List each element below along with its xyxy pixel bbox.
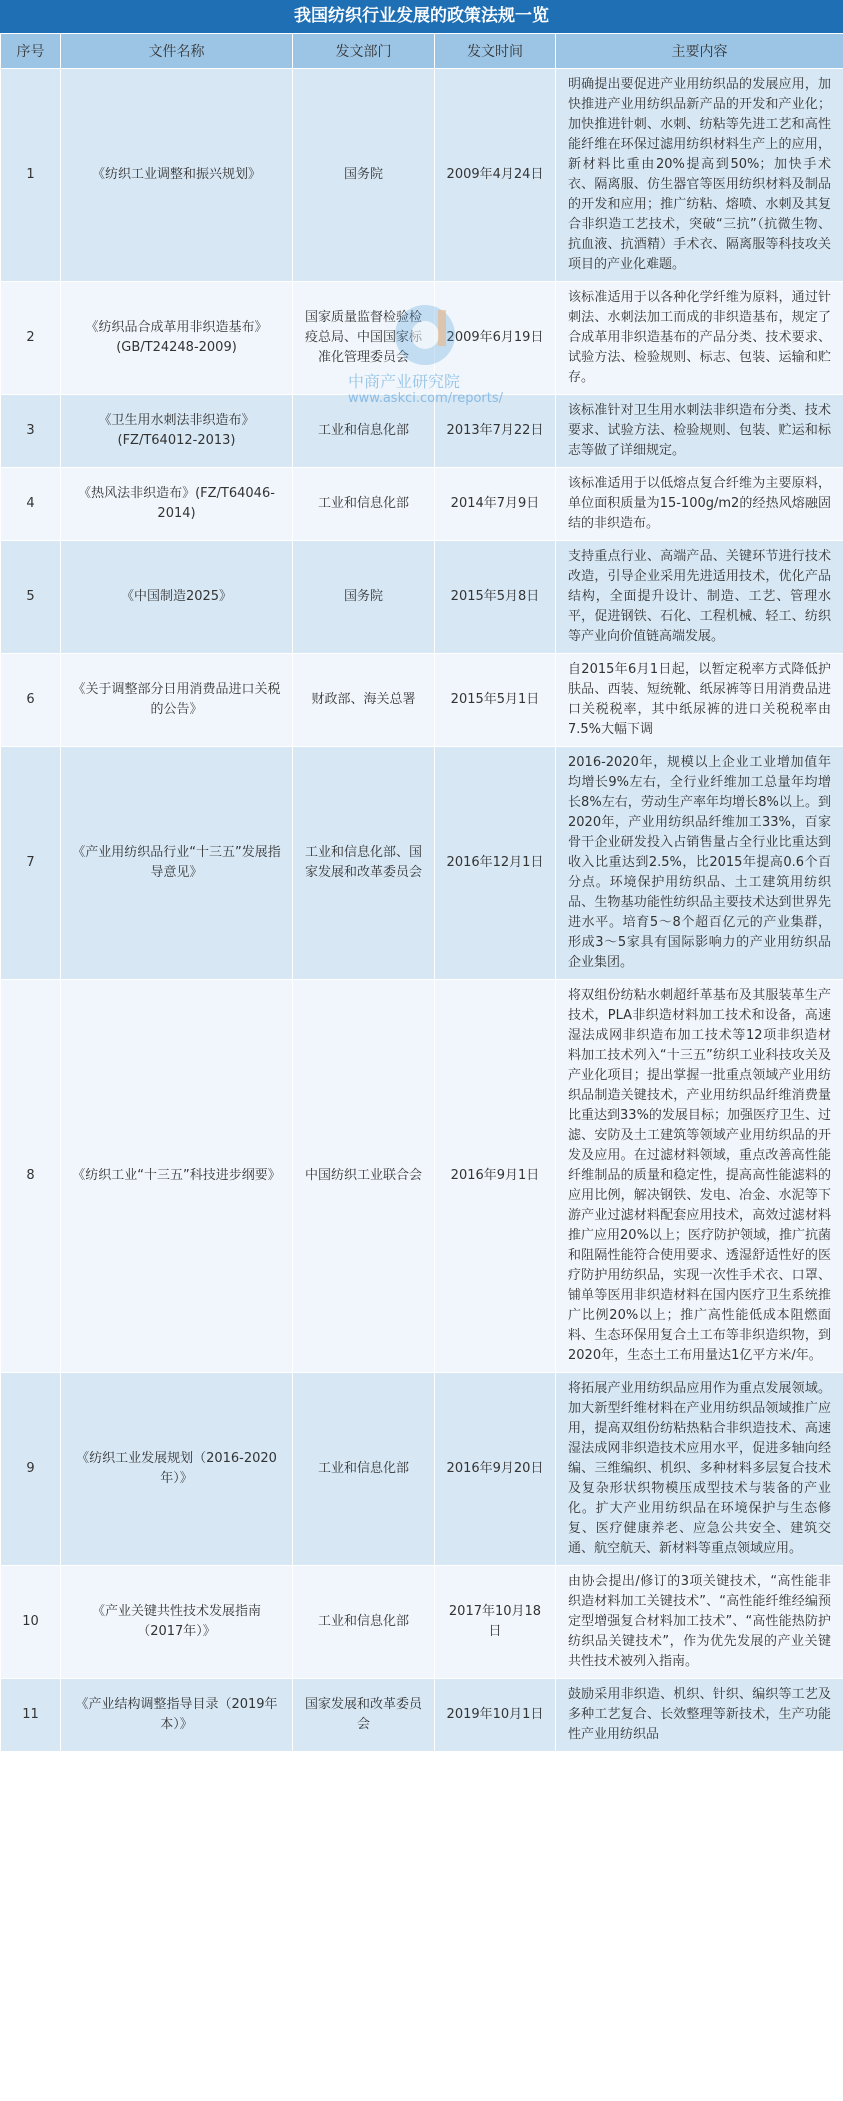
cell-dept: 中国纺织工业联合会: [293, 980, 435, 1373]
cell-name: 《中国制造2025》: [61, 541, 293, 654]
watermark-url: www.askci.com/reports/: [348, 391, 503, 406]
cell-date: 2009年6月19日: [435, 282, 556, 395]
table-row: [1, 468, 843, 541]
cell-date: 2015年5月1日: [435, 654, 556, 747]
cell-no: 3: [1, 395, 61, 468]
header-row: [1, 34, 843, 69]
watermark-text: 中商产业研究院: [348, 372, 461, 391]
cell-content: 支持重点行业、高端产品、关键环节进行技术改造，引导企业采用先进适用技术，优化产品结构，全面提升设计、制造、工艺、管理水平，促进钢铁、石化、工程机械、轻工、纺织等产业向价值链高端发展。: [556, 541, 843, 654]
cell-content: 自2015年6月1日起，以暂定税率方式降低护肤品、西装、短统靴、纸尿裤等日用消费品进口关税税率，其中纸尿裤的进口关税税率由7.5%大幅下调: [556, 654, 843, 747]
policy-table: [0, 33, 843, 1752]
table-title: 我国纺织行业发展的政策法规一览: [0, 0, 843, 33]
table-row: [1, 980, 843, 1373]
cell-content: 鼓励采用非织造、机织、针织、编织等工艺及多种工艺复合、长效整理等新技术，生产功能性产业用纺织品: [556, 1679, 843, 1752]
cell-name: 《产业结构调整指导目录（2019年本）》: [61, 1679, 293, 1752]
table-row: [1, 541, 843, 654]
cell-content: 2016-2020年，规模以上企业工业增加值年均增长9%左右，全行业纤维加工总量年均增长8%左右，劳动生产率年均增长8%以上。到2020年，产业用纺织品纤维加工33%，百家骨干企业研发投入占销售量占全行业比重达到收入比重达到2.5%，比2015年提高0.6个百分点。环境保护用纺织品、土工建筑用纺织品、生物基功能性纺织品主要技术达到世界先进水平。培育5～8个超百亿元的产业集群，形成3～5家具有国际影响力的产业用纺织品企业集团。: [556, 747, 843, 980]
cell-dept: 工业和信息化部: [293, 468, 435, 541]
cell-date: 2009年4月24日: [435, 69, 556, 282]
cell-dept: 工业和信息化部: [293, 1566, 435, 1679]
cell-name: 《纺织工业“十三五”科技进步纲要》: [61, 980, 293, 1373]
table-row: [1, 747, 843, 980]
cell-dept: 工业和信息化部、国家发展和改革委员会: [293, 747, 435, 980]
header-no: 序号: [1, 34, 61, 69]
cell-name: 《卫生用水刺法非织造布》(FZ/T64012-2013): [61, 395, 293, 468]
cell-content: 明确提出要促进产业用纺织品的发展应用，加快推进产业用纺织品新产品的开发和产业化；加快推进针刺、水刺、纺粘等先进工艺和高性能纤维在环保过滤用纺织材料生产上的应用，新材料比重由20%提高到50%；加快手术衣、隔离服、仿生器官等医用纺织材料及制品的开发和应用；推广纺粘、熔喷、水刺及其复合非织造工艺技术，突破“三抗”（抗微生物、抗血液、抗酒精）手术衣、隔离服等科技攻关项目的产业化难题。: [556, 69, 843, 282]
cell-name: 《热风法非织造布》(FZ/T64046-2014): [61, 468, 293, 541]
table-row: [1, 1566, 843, 1679]
table-row: [1, 69, 843, 282]
cell-no: 7: [1, 747, 61, 980]
cell-date: 2016年9月1日: [435, 980, 556, 1373]
cell-name: 《纺织品合成革用非织造基布》(GB/T24248-2009): [61, 282, 293, 395]
table-row: [1, 654, 843, 747]
cell-dept: 财政部、海关总署: [293, 654, 435, 747]
table-row: [1, 282, 843, 395]
header-name: 文件名称: [61, 34, 293, 69]
cell-no: 11: [1, 1679, 61, 1752]
cell-no: 1: [1, 69, 61, 282]
table-row: [1, 1679, 843, 1752]
header-dept: 发文部门: [293, 34, 435, 69]
cell-date: 2014年7月9日: [435, 468, 556, 541]
cell-name: 《纺织工业调整和振兴规划》: [61, 69, 293, 282]
cell-no: 8: [1, 980, 61, 1373]
cell-content: 该标准针对卫生用水刺法非织造布分类、技术要求、试验方法、检验规则、包装、贮运和标志等做了详细规定。: [556, 395, 843, 468]
cell-content: 该标准适用于以各种化学纤维为原料，通过针刺法、水刺法加工而成的非织造基布，规定了合成革用非织造基布的产品分类、技术要求、试验方法、检验规则、标志、包装、运输和贮存。: [556, 282, 843, 395]
cell-date: 2017年10月18日: [435, 1566, 556, 1679]
cell-dept: 工业和信息化部: [293, 1373, 435, 1566]
cell-dept: 国家质量监督检验检疫总局、中国国家标准化管理委员会: [293, 282, 435, 395]
cell-dept: 工业和信息化部: [293, 395, 435, 468]
header-content: 主要内容: [556, 34, 843, 69]
cell-date: 2019年10月1日: [435, 1679, 556, 1752]
cell-no: 6: [1, 654, 61, 747]
cell-content: 将双组份纺粘水刺超纤革基布及其服装革生产技术，PLA非织造材料加工技术和设备，高速湿法成网非织造布加工技术等12项非织造材料加工技术列入“十三五”纺织工业科技攻关及产业化项目；提出掌握一批重点领域产业用纺织品制造关键技术，产业用纺织品纤维消费量比重达到33%的发展目标；加强医疗卫生、过滤、安防及土工建筑等领域产业用纺织品的开发及应用。在过滤材料领域，重点改善高性能纤维制品的质量和稳定性，提高高性能滤料的应用比例，解决钢铁、发电、冶金、水泥等下游产业过滤材料配套应用技术，高效过滤材料推广应用20%以上；医疗防护领域，推广抗菌和阻隔性能符合使用要求、透湿舒适性好的医疗防护用纺织品，实现一次性手术衣、口罩、铺单等医用非织造材料在国内医疗卫生系统推广比例20%以上；推广高性能低成本阻燃面料、生态环保用复合土工布等非织造织物，到2020年，生态土工布用量达1亿平方米/年。: [556, 980, 843, 1373]
table-row: [1, 1373, 843, 1566]
cell-no: 9: [1, 1373, 61, 1566]
cell-dept: 国家发展和改革委员会: [293, 1679, 435, 1752]
cell-name: 《产业关键共性技术发展指南（2017年）》: [61, 1566, 293, 1679]
cell-date: 2016年9月20日: [435, 1373, 556, 1566]
cell-no: 2: [1, 282, 61, 395]
cell-name: 《纺织工业发展规划（2016-2020年）》: [61, 1373, 293, 1566]
cell-name: 《产业用纺织品行业“十三五”发展指导意见》: [61, 747, 293, 980]
cell-content: 该标准适用于以低熔点复合纤维为主要原料，单位面积质量为15-100g/m2的经热风熔融固结的非织造布。: [556, 468, 843, 541]
cell-date: 2015年5月8日: [435, 541, 556, 654]
cell-no: 4: [1, 468, 61, 541]
cell-no: 10: [1, 1566, 61, 1679]
header-date: 发文时间: [435, 34, 556, 69]
cell-name: 《关于调整部分日用消费品进口关税的公告》: [61, 654, 293, 747]
cell-date: 2016年12月1日: [435, 747, 556, 980]
cell-dept: 国务院: [293, 541, 435, 654]
cell-content: 由协会提出/修订的3项关键技术，“高性能非织造材料加工关键技术”、“高性能纤维经编预定型增强复合材料加工技术”、“高性能热防护纺织品关键技术”，作为优先发展的产业关键共性技术被列入指南。: [556, 1566, 843, 1679]
cell-content: 将拓展产业用纺织品应用作为重点发展领域。加大新型纤维材料在产业用纺织品领域推广应用，提高双组份纺粘热粘合非织造技术、高速湿法成网非织造技术应用水平，促进多轴向经编、三维编织、机织、多种材料多层复合技术及复杂形状织物模压成型技术与装备的产业化。扩大产业用纺织品在环境保护与生态修复、医疗健康养老、应急公共安全、建筑交通、航空航天、新材料等重点领域应用。: [556, 1373, 843, 1566]
cell-no: 5: [1, 541, 61, 654]
cell-dept: 国务院: [293, 69, 435, 282]
table-row: [1, 395, 843, 468]
cell-date: 2013年7月22日: [435, 395, 556, 468]
